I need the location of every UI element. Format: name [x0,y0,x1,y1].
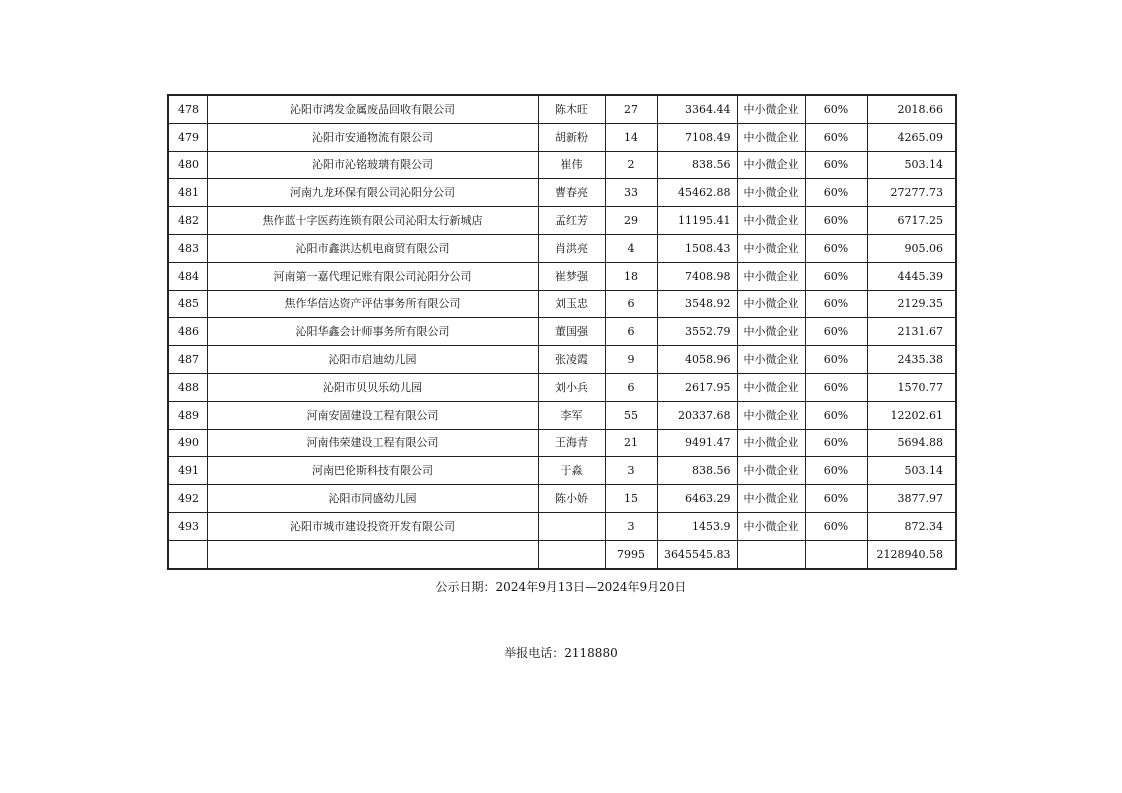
refund-amount: 1570.77 [867,373,956,401]
company-name: 沁阳市城市建设投资开发有限公司 [207,512,538,540]
total-amount: 3645545.83 [657,540,737,568]
company-name: 沁阳市沁铭玻璃有限公司 [207,151,538,179]
refund-amount: 3877.97 [867,485,956,513]
paid-amount: 838.56 [657,457,737,485]
insured-count: 6 [605,373,657,401]
enterprise-type: 中小微企业 [737,318,805,346]
insured-count: 2 [605,151,657,179]
enterprise-type: 中小微企业 [737,95,805,123]
refund-rate: 60% [805,207,867,235]
enterprise-type: 中小微企业 [737,457,805,485]
row-number: 491 [168,457,207,485]
contact-person: 崔梦强 [538,262,605,290]
table-row [168,234,956,262]
paid-amount: 3364.44 [657,95,737,123]
table-row [168,207,956,235]
total-empty-cell [737,540,805,568]
contact-person: 陈小娇 [538,485,605,513]
row-number: 484 [168,262,207,290]
paid-amount: 838.56 [657,151,737,179]
row-number: 489 [168,401,207,429]
row-number: 490 [168,429,207,457]
insured-count: 14 [605,123,657,151]
refund-amount: 503.14 [867,151,956,179]
table-body [168,95,956,569]
paid-amount: 4058.96 [657,346,737,374]
row-number: 483 [168,234,207,262]
contact-person: 于淼 [538,457,605,485]
contact-person: 董国强 [538,318,605,346]
insured-count: 3 [605,512,657,540]
publicity-period: 公示日期：2024年9月13日—2024年9月20日 [435,580,687,594]
total-empty-cell [538,540,605,568]
company-name: 河南安固建设工程有限公司 [207,401,538,429]
company-name: 河南巴伦斯科技有限公司 [207,457,538,485]
paid-amount: 11195.41 [657,207,737,235]
contact-person: 孟红芳 [538,207,605,235]
total-empty-cell [207,540,538,568]
total-empty-cell [168,540,207,568]
contact-person: 李军 [538,401,605,429]
refund-amount: 4445.39 [867,262,956,290]
row-number: 482 [168,207,207,235]
table-row [168,123,956,151]
company-name: 沁阳市鸿发金属废品回收有限公司 [207,95,538,123]
insured-count: 3 [605,457,657,485]
paid-amount: 3548.92 [657,290,737,318]
enterprise-type: 中小微企业 [737,485,805,513]
table-row [168,151,956,179]
enterprise-type: 中小微企业 [737,234,805,262]
paid-amount: 7408.98 [657,262,737,290]
paid-amount: 1508.43 [657,234,737,262]
enterprise-type: 中小微企业 [737,429,805,457]
subsidy-table [167,94,957,570]
refund-amount: 503.14 [867,457,956,485]
paid-amount: 20337.68 [657,401,737,429]
refund-amount: 4265.09 [867,123,956,151]
refund-rate: 60% [805,512,867,540]
total-refund: 2128940.58 [867,540,956,568]
row-number: 478 [168,95,207,123]
enterprise-type: 中小微企业 [737,401,805,429]
refund-amount: 905.06 [867,234,956,262]
insured-count: 55 [605,401,657,429]
refund-amount: 2129.35 [867,290,956,318]
table-row [168,95,956,123]
refund-rate: 60% [805,346,867,374]
contact-person: 曹春亮 [538,179,605,207]
refund-rate: 60% [805,262,867,290]
total-empty-cell [805,540,867,568]
row-number: 485 [168,290,207,318]
paid-amount: 1453.9 [657,512,737,540]
refund-rate: 60% [805,485,867,513]
enterprise-type: 中小微企业 [737,290,805,318]
row-number: 480 [168,151,207,179]
refund-rate: 60% [805,179,867,207]
row-number: 481 [168,179,207,207]
company-name: 沁阳华鑫会计师事务所有限公司 [207,318,538,346]
contact-person: 胡新粉 [538,123,605,151]
insured-count: 15 [605,485,657,513]
paid-amount: 6463.29 [657,485,737,513]
contact-person: 王海青 [538,429,605,457]
company-name: 沁阳市鑫洪达机电商贸有限公司 [207,234,538,262]
refund-rate: 60% [805,457,867,485]
row-number: 487 [168,346,207,374]
total-count: 7995 [605,540,657,568]
table-row [168,346,956,374]
refund-amount: 2435.38 [867,346,956,374]
paid-amount: 2617.95 [657,373,737,401]
paid-amount: 7108.49 [657,123,737,151]
refund-amount: 27277.73 [867,179,956,207]
table-row [168,512,956,540]
company-name: 沁阳市贝贝乐幼儿园 [207,373,538,401]
enterprise-type: 中小微企业 [737,373,805,401]
refund-rate: 60% [805,429,867,457]
refund-amount: 6717.25 [867,207,956,235]
enterprise-type: 中小微企业 [737,179,805,207]
company-name: 沁阳市同盛幼儿园 [207,485,538,513]
refund-rate: 60% [805,373,867,401]
refund-rate: 60% [805,234,867,262]
table-row [168,179,956,207]
table-row [168,429,956,457]
row-number: 486 [168,318,207,346]
insured-count: 6 [605,318,657,346]
contact-person: 肖洪亮 [538,234,605,262]
refund-rate: 60% [805,290,867,318]
refund-rate: 60% [805,123,867,151]
table-row [168,457,956,485]
enterprise-type: 中小微企业 [737,151,805,179]
company-name: 河南伟荣建设工程有限公司 [207,429,538,457]
contact-person: 张凌霞 [538,346,605,374]
company-name: 沁阳市启迪幼儿园 [207,346,538,374]
refund-amount: 5694.88 [867,429,956,457]
company-name: 焦作华信达资产评估事务所有限公司 [207,290,538,318]
company-name: 焦作蓝十字医药连锁有限公司沁阳太行新城店 [207,207,538,235]
refund-amount: 2131.67 [867,318,956,346]
refund-rate: 60% [805,95,867,123]
table-row [168,262,956,290]
total-row [168,540,956,568]
company-name: 河南第一嘉代理记账有限公司沁阳分公司 [207,262,538,290]
enterprise-type: 中小微企业 [737,123,805,151]
refund-rate: 60% [805,318,867,346]
paid-amount: 3552.79 [657,318,737,346]
insured-count: 4 [605,234,657,262]
contact-person: 刘小兵 [538,373,605,401]
row-number: 479 [168,123,207,151]
row-number: 493 [168,512,207,540]
insured-count: 21 [605,429,657,457]
insured-count: 29 [605,207,657,235]
insured-count: 33 [605,179,657,207]
table-row [168,290,956,318]
enterprise-type: 中小微企业 [737,207,805,235]
contact-person: 陈木旺 [538,95,605,123]
refund-amount: 872.34 [867,512,956,540]
company-name: 河南九龙环保有限公司沁阳分公司 [207,179,538,207]
table-row [168,485,956,513]
contact-person: 崔伟 [538,151,605,179]
table-row [168,401,956,429]
enterprise-type: 中小微企业 [737,512,805,540]
contact-person [538,512,605,540]
insured-count: 9 [605,346,657,374]
enterprise-type: 中小微企业 [737,346,805,374]
company-name: 沁阳市安通物流有限公司 [207,123,538,151]
table-row [168,318,956,346]
table-row [168,373,956,401]
insured-count: 18 [605,262,657,290]
contact-person: 刘玉忠 [538,290,605,318]
paid-amount: 9491.47 [657,429,737,457]
row-number: 488 [168,373,207,401]
enterprise-type: 中小微企业 [737,262,805,290]
refund-amount: 2018.66 [867,95,956,123]
report-hotline: 举报电话：2118880 [504,646,618,660]
insured-count: 27 [605,95,657,123]
refund-rate: 60% [805,401,867,429]
row-number: 492 [168,485,207,513]
paid-amount: 45462.88 [657,179,737,207]
refund-rate: 60% [805,151,867,179]
insured-count: 6 [605,290,657,318]
refund-amount: 12202.61 [867,401,956,429]
